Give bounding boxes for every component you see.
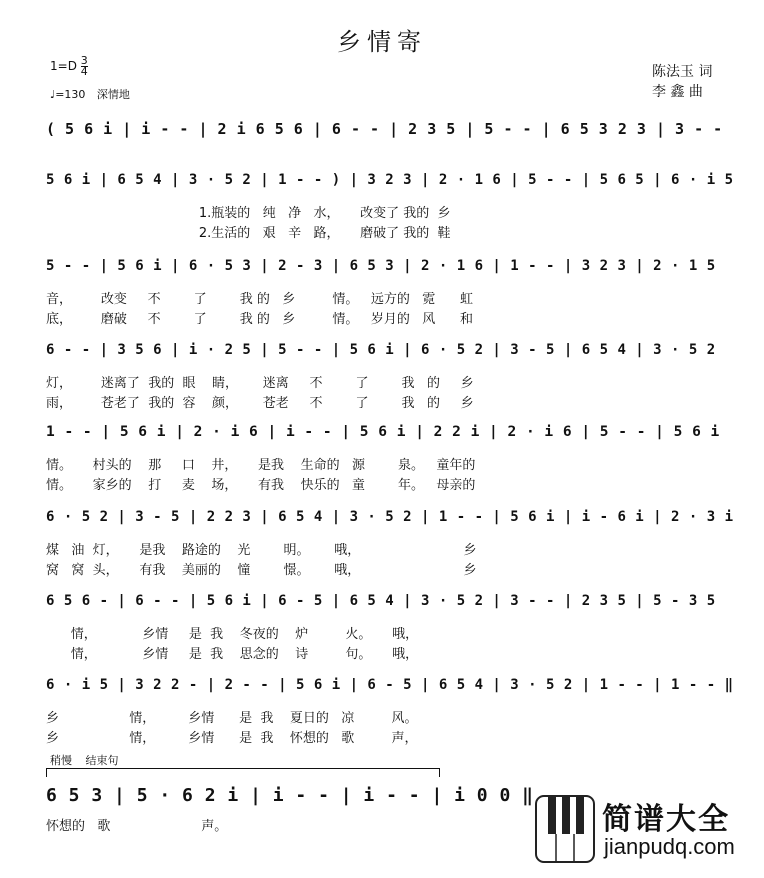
notes-line: 6 · i 5 | 3 2 2 - | 2 - - | 5 6 i | 6 - 5 | 6 5 4 | 3 · 5 2 | 1 - - | 1 - - ‖ [46, 677, 734, 693]
score-row [46, 172, 736, 194]
watermark-logo [534, 790, 754, 870]
lyric-line: 底， 磨破 不 了 我 的 乡 情。 岁月的 风 和 [46, 312, 474, 327]
quarter-note-icon: ♩ [50, 88, 56, 101]
notes-line: 6 5 3 | 5 · 6 2 i | i - - | i - - | i 0 0 ‖ [46, 785, 534, 806]
notes-line: 6 5 6 - | 6 - - | 5 6 i | 6 - 5 | 6 5 4 | 3 · 5 2 | 3 - - | 2 3 5 | 5 - 3 5 [46, 593, 716, 609]
lyric-line: 雨， 苍老了 我的 容 颜， 苍老 不 了 我 的 乡 [46, 396, 474, 411]
notes-line: 6 · 5 2 | 3 - 5 | 2 2 3 | 6 5 4 | 3 · 5 2 | 1 - - | 5 6 i | i - 6 i | 2 · 3 i [46, 509, 734, 525]
key-label: 1=D [50, 59, 77, 73]
lyric-line: 情。 家乡的 打 麦 场， 有我 快乐的 童 年。 母亲的 [46, 478, 476, 493]
slower-mark: 稍慢 [50, 754, 72, 767]
lyric-line: 乡 情， 乡情 是 我 夏日的 凉 风。 [46, 711, 418, 726]
score-row [46, 677, 736, 699]
score-row [46, 120, 736, 142]
lyric-line: 灯， 迷离了 我的 眼 睛， 迷离 不 了 我 的 乡 [46, 376, 474, 391]
notes-line: 6 - - | 3 5 6 | i · 2 5 | 5 - - | 5 6 i | 6 · 5 2 | 3 - 5 | 6 5 4 | 3 · 5 2 [46, 342, 716, 358]
lyric-line: 窝 窝 头， 有我 美丽的 憧 憬。 哦， 乡 [46, 563, 477, 578]
lyric-line: 情， 乡情 是 我 冬夜的 炉 火。 哦， [46, 627, 419, 642]
end-phrase-bracket [46, 768, 440, 777]
watermark-url: jianpudq.com [604, 834, 735, 859]
score-row [46, 258, 736, 280]
lyric-line: 乡 情， 乡情 是 我 怀想的 歌 声， [46, 731, 418, 746]
lyric-line: 情。 村头的 那 口 井， 是我 生命的 源 泉。 童年的 [46, 458, 476, 473]
lyric-line: 2.生活的 艰 辛 路， 磨破了 我的 鞋 [46, 226, 451, 241]
page-title: 乡情寄 [337, 28, 427, 56]
tempo-marking [50, 86, 130, 102]
lyric-line [46, 150, 736, 168]
end-phrase-label: 结束句 [85, 754, 119, 767]
time-denominator: 4 [80, 65, 88, 78]
notes-line: ( 5 6 i | i - - | 2 i 6 5 6 | 6 - - | 2 3 5 | 5 - - | 6 5 3 2 3 | 3 - - [46, 120, 723, 138]
watermark-text: 简谱大全 [602, 802, 730, 837]
score-row [46, 509, 736, 531]
lyric-line: 煤 油 灯， 是我 路途的 光 明。 哦， 乡 [46, 543, 477, 558]
lyric-line: 情， 乡情 是 我 思念的 诗 句。 哦， [46, 647, 419, 662]
key-signature [50, 56, 88, 77]
notes-line: 1 - - | 5 6 i | 2 · i 6 | i - - | 5 6 i | 2 2 i | 2 · i 6 | 5 - - | 5 6 i [46, 424, 720, 440]
notes-line: 5 6 i | 6 5 4 | 3 · 5 2 | 1 - - ) | 3 2 3 | 2 · 1 6 | 5 - - | 5 6 5 | 6 · i 5 [46, 172, 734, 188]
lyric-line: 音， 改变 不 了 我 的 乡 情。 远方的 霓 虹 [46, 292, 474, 307]
tempo-end-mark [50, 752, 119, 768]
lyric-line: 怀想的 歌 声。 [46, 819, 228, 834]
score-row [46, 342, 736, 364]
score-row [46, 593, 736, 615]
composer: 李 鑫 曲 [652, 84, 703, 100]
lyricist: 陈法玉 词 [652, 64, 713, 80]
tempo-value: =130 [55, 88, 86, 101]
score-row [46, 424, 736, 446]
notes-line: 5 - - | 5 6 i | 6 · 5 3 | 2 - 3 | 6 5 3 | 2 · 1 6 | 1 - - | 3 2 3 | 2 · 1 5 [46, 258, 716, 274]
time-numerator: 3 [80, 54, 88, 67]
lyric-line: 1.瓶装的 纯 净 水， 改变了 我的 乡 [46, 206, 451, 221]
credits [652, 62, 712, 102]
expression-mark: 深情地 [96, 88, 130, 101]
